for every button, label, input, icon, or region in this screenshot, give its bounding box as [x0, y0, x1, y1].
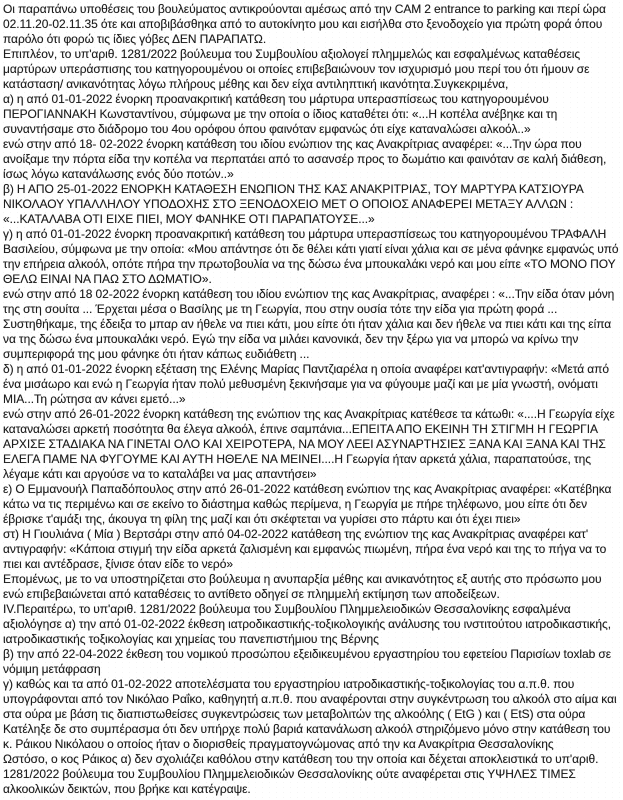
paragraph: α) η από 01-01-2022 ένορκη προανακριτική κατάθεση του μάρτυρα υπερασπίσεως του κατηγορουμένου ΠΕΡΟΓΙΑΝΝΑΚΗ Κωνσταντίνου, σύμφωνα με την οποία ο ίδιος καταθέτει ότι: «...Η κοπέλα ανέβηκε και τη συναντήσαμε στο διάδρομο του 4ου ορόφου όπου φαινόταν εμφανώς ότι είχε καταναλώσει αλκοόλ..»	[3, 92, 558, 136]
paragraph: ενώ στην από 26-01-2022 ένορκη κατάθεση της ενώπιον της κας Ανακρίτριας κατέθεσε τα κάτωθι: «....Η Γεωργία είχε καταναλώσει αρκετή ποσότητα θα έλεγα αλκοόλ, έπινε σαμπάνια...ΕΠΕΙΤΑ ΑΠΟ ΕΚΕΙΝΗ ΤΗ ΣΤΙΓΜΗ Η ΓΕΩΡΓΙΑ ΑΡΧΙΣΕ ΣΤΑΔΙΑΚΑ ΝΑ ΓΙΝΕΤΑΙ ΟΛΟ ΚΑΙ ΧΕΙΡΟΤΕΡΑ, ΝΑ ΜΟΥ ΛΕΕΙ ΑΣΥΝΑΡΤΗΣΙΕΣ ΞΑΝΑ ΚΑΙ ΞΑΝΑ ΚΑΙ ΤΗΣ ΕΛΕΓΑ ΠΑΜΕ ΝΑ ΦΥΓΟΥΜΕ ΚΑΙ ΑΥΤΗ ΗΘΕΛΕ ΝΑ ΜΕΙΝΕΙ....Η Γεωργία ήταν αρκετά χάλια, παραπατούσε, της λέγαμε κάτι και αργούσε να το καταλάβει να μας απαντήσει»	[3, 407, 615, 481]
paragraph: Επιπλέον, το υπ'αριθ. 1281/2022 βούλευμα του Συμβουλίου αξιολογεί πλημμελώς και εσφαλμένως καταθέσεις μαρτύρων υπεράσπισης του κατηγορουμένου οι οποίες επιβεβαιώνουν τον ισχυρισμό μου περί του ότι ήμουν σε κατάσταση/ ανικανότητας λόγω πλήρους μέθης και δεν είχα αντιληπτική ικανότητα.Συγκεκριμένα,	[3, 47, 590, 91]
paragraph: γ) καθώς και τα από 01-02-2022 αποτελέσματα του εργαστηρίου ιατροδικαστικής-τοξικολογίας του α.π.θ. που υπογράφονται από τον Νικόλαο Ραΐκο, καθηγητή α.π.θ. που αναφέρονται στην συγκέντρωση του αλκοόλ στο αίμα και στα ούρα με βάση τις διαπιστωθείσες συγκεντρώσεις των μεταβολιτών της αλκοόλης ( EtG ) και ( EtS) στα ούρα	[3, 677, 617, 721]
paragraph: ενώ στην από 18 02-2022 ένορκη κατάθεση του ιδίου ενώπιον της κας Ανακρίτριας, αναφέρει : «...Την είδα όταν μόνη της στη σουίτα ... Έρχεται μέσα ο Βασίλης με τη Γεωργία, που στην ουσία τότε την είδα για πρώτη φορά ... Συστηθήκαμε, της έδειξα το μπαρ αν ήθελε να πιει κάτι, μου είπε ότι ήταν χάλια και δεν ήθελε να πιει κάτι και της είπα να της δώσω ένα μπουκαλάκι νερό. Εγώ την είδα να μιλάει κανονικά, δεν την ξέρω για να μπορώ να κρίνω την συμπεριφορά της μου φάνηκε ότι ήταν κάπως ευδιάθετη ...	[3, 287, 615, 361]
paragraph: ε) Ο Εμμανουήλ Παπαδόπουλος στην από 26-01-2022 κατάθεση ενώπιον της κας Ανακρίτριας αναφέρει: «Κατέβηκα κάτω να τις περιμένω και σε εκείνο το διάστημα καθώς περίμενα, η Γεωργία με πήρε τηλέφωνο, μου είπε ότι δεν έβρισκε τ'αμάξι της, άκουγα τη φίλη της μαζί και ότι σκέφτεται να γυρίσει στο πάρτυ και ότι έχει πιει»	[3, 482, 612, 526]
paragraph: β) την από 22-04-2022 έκθεση του νομικού προσώπου εξειδικευμένου εργαστηρίου του εφετείου Παρισίων toxlab σε νόμιμη μετάφραση	[3, 647, 612, 676]
paragraph: δ) η από 01-01-2022 ένορκη εξέταση της Ελένης Μαρίας Παντζιαρέλα η οποία αναφέρει κατ'αντιγραφήν: «Μετά από ένα μισάωρο και ενώ η Γεωργία ήταν πολύ μεθυσμένη ξεκινήσαμε για να φύγουμε μαζί και με μία γνωστή, ονόματι ΜΙΑ...Τη ρώτησα αν κάνει εμετό...»	[3, 362, 609, 406]
paragraph: Επομένως, με το να υποστηρίζεται στο βούλευμα η ανυπαρξία μέθης και ανικανότητος εξ αυτής στο πρόσωπο μου ενώ επιβεβαιώνεται από καταθέσεις το αντίθετο οδηγεί σε πλημμελή εκτίμηση των αποδείξεων.	[3, 572, 602, 601]
paragraph: στ) Η Γιουλιάνα ( Μία ) Βερτσάρι στην από 04-02-2022 κατάθεση της ενώπιον της κας Ανακρίτριας αναφέρει κατ' αντιγραφήν: «Κάποια στιγμή την είδα αρκετά ζαλισμένη και εμφανώς πιωμένη, πήρα ένα νερό και της το πήγα να το πιει και αντέδρασε, ξίνισε όταν είδε το νερό»	[3, 527, 607, 571]
document-text	[3, 2, 622, 797]
paragraph: IV.Περαιτέρω, το υπ'αριθ. 1281/2022 βούλευμα του Συμβουλίου Πλημμελειοδικών Θεσσαλονίκης εσφαλμένα αξιολόγησε α) την από 01-02-2022 έκθεση ιατροδικαστικής-τοξικολογικής ανάλυσης του ινστιτούτου ιατροδικαστικής, ιατροδικαστικής τοξικολογίας και χημείας του πανεπιστήμιου της Βέρνης	[3, 602, 612, 646]
paragraph: ενώ στην από 18- 02-2022 ένορκη κατάθεση του ιδίου ενώπιον της κας Ανακρίτριας αναφέρει: «...Την ώρα που ανοίξαμε την πόρτα είδα την κοπέλα να περπατάει από το ασανσέρ προς το δωμάτιο και φαινόταν σε καλή διάθεση, ίσως λόγω κατανάλωσης ενός δύο ποτών..»	[3, 137, 607, 181]
paragraph: β) Η ΑΠΟ 25-01-2022 ΕΝΟΡΚΗ ΚΑΤΑΘΕΣΗ ΕΝΩΠΙΟΝ ΤΗΣ ΚΑΣ ΑΝΑΚΡΙΤΡΙΑΣ, ΤΟΥ ΜΑΡΤΥΡΑ ΚΑΤΣΙΟΥΡΑ ΝΙΚΟΛΑΟΥ ΥΠΑΛΛΗΛΟΥ ΥΠΟΔΟΧΗΣ ΣΤΟ ΞΕΝΟΔΟΧΕΙΟ ΜΕΤ Ο ΟΠΟΙΟΣ ΑΝΑΦΕΡΕΙ ΜΕΤΑΞΥ ΑΛΛΩΝ : «...ΚΑΤΑΛΑΒΑ ΟΤΙ ΕΙΧΕ ΠΙΕΙ, ΜΟΥ ΦΑΝΗΚΕ ΟΤΙ ΠΑΡΑΠΑΤΟΥΣΕ...»	[3, 182, 584, 226]
paragraph: Οι παραπάνω υποθέσεις του βουλεύματος αντικρούονται αμέσως από την CAM 2 entrance to parking και περί ώρα 02.11.20-02.11.35 ότε και αποβιβάσθηκα από το αυτοκίνητο μου και εισήλθα στο ξενοδοχείο για πρώτη φορά όπου παρόλο ότι φορώ τις ίδιες γόβες ΔΕΝ ΠΑΡΑΠΑΤΩ.	[3, 2, 606, 46]
paragraph: γ) η από 01-01-2022 ένορκη προανακριτική κατάθεση του μάρτυρα υπερασπίσεως του κατηγορουμένου ΤΡΑΦΑΛΗ Βασιλείου, σύμφωνα με την οποία: «Μου απάντησε ότι δε θέλει κάτι γιατί είναι χάλια και σε μένα φάνηκε εμφανώς υπό την επήρεια αλκοόλ, οπότε πήρα την πρωτοβουλία να της δώσω ένα μπουκαλάκι νερό και μου είπε «ΤΟ ΜΟΝΟ ΠΟΥ ΘΕΛΩ ΕΙΝΑΙ ΝΑ ΠΑΩ ΣΤΟ ΔΩΜΑΤΙΟ».	[3, 227, 619, 286]
paragraph: Ωστόσο, ο κος Ράικος α) δεν σχολιάζει καθόλου στην κατάθεση του την οποία και δέχεται αποκλειστικά το υπ'αριθ. 1281/2022 βούλευμα του Συμβουλίου Πλημμελειοδικών Θεσσαλονίκης ούτε αναφέρεται στις ΥΨΗΛΕΣ ΤΙΜΕΣ αλκοολικών δεικτών, που βρήκε και κατέγραψε.	[3, 752, 599, 796]
paragraph: Κατέληξε δε στο συμπέρασμα ότι δεν υπήρχε πολύ βαριά κατανάλωση αλκοόλ στηριζόμενο μόνο στην κατάθεση του κ. Ράικου Νικόλαου ο οποίος ήταν ο διορισθείς πραγματογνώμονας από την κα Ανακρίτρια Θεσσαλονίκης	[3, 722, 611, 751]
